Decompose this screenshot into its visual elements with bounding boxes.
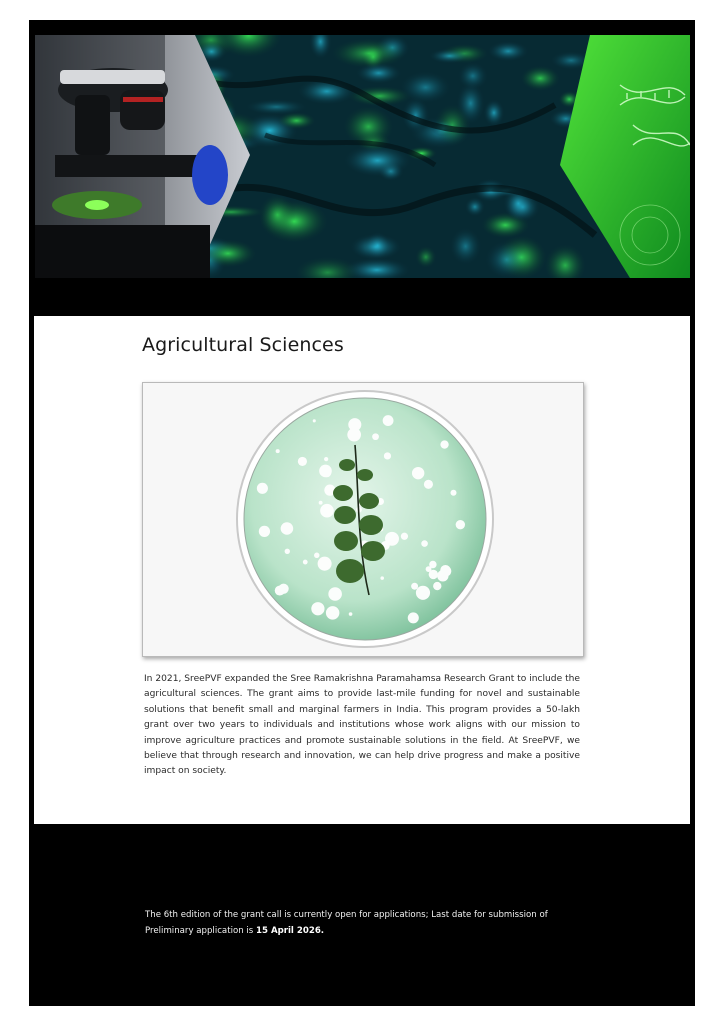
- deadline-date: 15 April 2026.: [256, 925, 325, 936]
- content-panel: [34, 316, 690, 824]
- page-frame: [29, 20, 695, 1006]
- grant-description: In 2021, SreePVF expanded the Sree Ramakrishna Paramahamsa Research Grant to include the agricultural sciences. The grant aims to provide last-mile funding for novel and sustainable solutions that benefit small and marginal farmers in India. This program provides a 50-lakh grant over two years to individuals and institutions whose work aligns with our mission to improve agriculture practices and promote sustainable solutions in the field. At SreePVF, we believe that through research and innovation, we can help drive progress and make a positive impact on society.: [144, 674, 580, 777]
- section-title: Agricultural Sciences: [142, 334, 344, 356]
- grant-call-notice: [145, 908, 595, 939]
- petri-dish-photo: [142, 382, 584, 657]
- banner-image: [35, 35, 690, 278]
- notice-text: The 6th edition of the grant call is currently open for applications; Last date for submission of Preliminary application is: [145, 910, 548, 936]
